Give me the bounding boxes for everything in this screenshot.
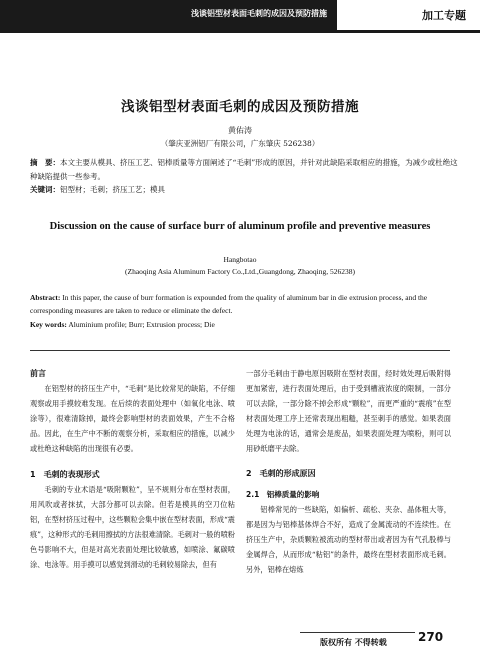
footer-rule	[300, 632, 415, 633]
header-bar-left	[0, 0, 337, 30]
keywords-en	[30, 319, 458, 331]
right-column	[246, 366, 451, 577]
abstract-en	[30, 291, 458, 317]
header-bar-right	[337, 0, 480, 30]
left-column	[30, 366, 235, 572]
page-number: 270	[418, 630, 444, 644]
preface-paragraph: 在铝型材的挤压生产中，“毛刺”是比较常见的缺陷，不仔细观察或用手摸较难发现。在后续的表面处理中（如氧化电泳、喷涂等），很难清除掉，最终会影响型材的表面效果，产生不合格品。因此，在生产中不断的观察分析，采取相应的措施，以减少或杜绝这种缺陷的出现很有必要。	[30, 384, 235, 453]
keywords-cn	[30, 184, 458, 196]
keywords-en-label: Key words:	[30, 320, 67, 329]
running-title: 浅谈铝型材表面毛刺的成因及预防措施	[191, 9, 327, 18]
column-name: 加工专题	[422, 9, 466, 22]
divider-rule	[30, 350, 450, 351]
section-2-heading: 2 毛刺的形成原因	[246, 469, 316, 478]
keywords-cn-text: 铝型材；毛刺；挤压工艺；模具	[60, 185, 165, 194]
affiliation-en: (Zhaoqing Asia Aluminum Factory Co.,Ltd.,Guangdong, Zhaoqing, 526238)	[125, 267, 355, 276]
header-rule	[0, 30, 480, 33]
preface-heading: 前言	[30, 369, 46, 378]
abstract-cn-label: 摘 要：	[30, 158, 60, 167]
subsection-2-1-heading: 2.1 铝棒质量的影响	[246, 490, 320, 499]
abstract-en-label: Abstract:	[30, 293, 61, 302]
abstract-cn	[30, 156, 458, 184]
subsection-2-1-paragraph: 铝棒常见的一些缺陷，如偏析、疏松、夹杂、晶体粗大等，都是因为与铝棒基体焊合不好，造成了金属流动的不连续性。在挤压生产中，杂质颗粒被流动的型材带出或者因为有气孔股棒与金属焊合，从而形成“粘铝”的条件，最终在型材表面形成毛刺。另外，铝棒在熔炼	[246, 505, 451, 574]
author-en: Hangbotao	[223, 255, 257, 264]
section-1-paragraph: 毛刺的专业术语是“吸附颗粒”，呈不规则分布在型材表面，用风吹或者抹拭，大部分都可以去除。但若是模具的空刀位粘铝，在型材挤压过程中，这些颗粒会集中嵌在型材表面，形成“震痕”，这种形式的毛刺用擦拭的方法很难清除。毛刺对一般的喷粉色号影响不大，但是对高光表面处理比较敏感，如喷涂、氟碳喷涂、电泳等。用手摸可以感觉到滑动的毛刺较易除去，但有	[30, 485, 235, 569]
paper-title-cn: 浅谈铝型材表面毛刺的成因及预防措施	[121, 99, 359, 115]
abstract-en-text: In this paper, the cause of burr formation is expounded from the quality of aluminum bar in die extrusion process, and the corresponding measures are taken to reduce or eliminate the defect.	[30, 293, 428, 315]
section-1-heading: 1 毛刺的表现形式	[30, 470, 100, 479]
author-cn: 黄佑涛	[228, 126, 252, 135]
abstract-cn-text: 本文主要从模具、挤压工艺、铝棒质量等方面阐述了“毛刺”形成的原因，并针对此缺陷采取相应的措施，为减少或杜绝这种缺陷提供一些参考。	[30, 158, 458, 181]
keywords-en-text: Aluminium profile; Burr; Extrusion process; Die	[66, 320, 215, 329]
paper-title-en: Discussion on the cause of surface burr of aluminum profile and preventive measures	[49, 221, 431, 232]
copyright-notice: 版权所有 不得转载	[320, 638, 387, 647]
affiliation-cn: （肇庆亚洲铝厂有限公司，广东肇庆 526238）	[160, 139, 320, 148]
continuation-paragraph: 一部分毛刺由于静电原因吸附在型材表面，经时效处理后吸附得更加紧密，进行表面处理后，由于受到槽液浓度的限制，一部分可以去除，一部分除不掉会形成“颗粒”，而更严重的“震痕”在型材表面处理工序上还常表现出粗糙，甚至刺手的感觉。如果表面处理为电泳的话，通常会是废品，如果表面处理为喷粉，则可以用砂纸磨平去除。	[246, 369, 451, 453]
keywords-cn-label: 关键词：	[30, 185, 60, 194]
